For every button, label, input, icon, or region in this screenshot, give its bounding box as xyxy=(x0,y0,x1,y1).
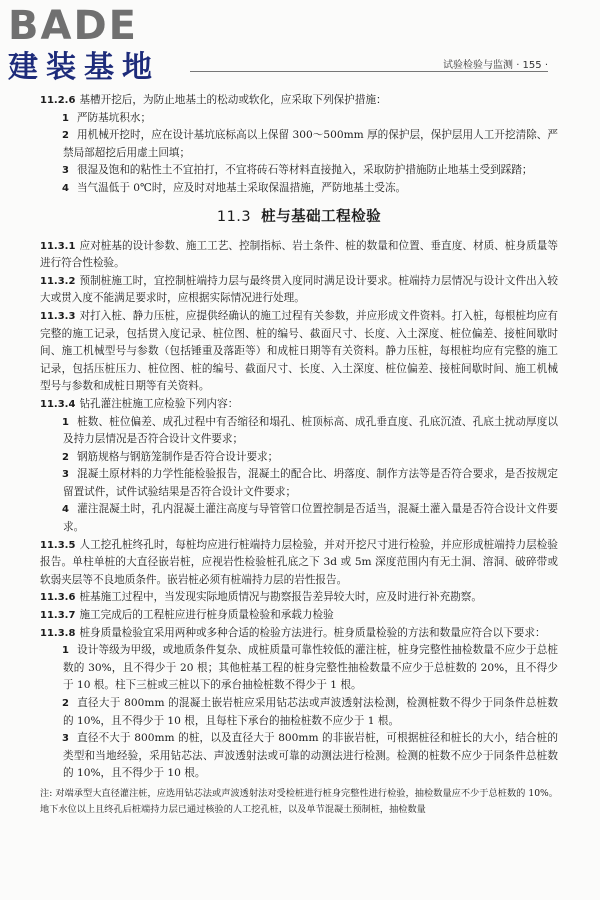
logo-chinese-text: 建装基地 xyxy=(8,50,160,85)
list-item: 3 很湿及饱和的粘性土不宜拍打，不宜将砖石等材料直接抛入，采取防护措施防止地基土受到踩踏； xyxy=(62,164,533,177)
logo-latin-text: BADE xyxy=(8,3,138,49)
clause-11-3-4: 11.3.4 钻孔灌注桩施工应检验下列内容： xyxy=(40,397,239,410)
list-item: 2 钢筋规格与钢筋笼制作是否符合设计要求； xyxy=(62,450,279,463)
list-item: 4 当气温低于 0℃时，应及时对地基土采取保温措施，严防地基土受冻。 xyxy=(62,181,407,194)
clause-11-3-6: 11.3.6 桩基施工过程中，当发现实际地质情况与勘察报告差异较大时，应及时进行补充勘察。 xyxy=(40,591,482,604)
list-item: 2 直径大于 800mm 的混凝土嵌岩桩应采用钻芯法或声波透射法检测，检测桩数不得少于同条件总桩数的 10%，且不得少于 10 根，且每柱下承台的抽检桩数不应少于 1 根。 xyxy=(62,697,558,727)
clause-11-3-8: 11.3.8 桩身质量检验宜采用两种或多种合适的检验方法进行。桩身质量检验的方法和数量应符合以下要求： xyxy=(40,626,546,639)
clause-11-3-3: 11.3.3 对打入桩、静力压桩，应提供经确认的施工过程有关参数，并应形成文件资料。打入桩，每根桩均应有完整的施工记录，包括贯入度记录、桩位图、桩的编号、截面尺寸、长度、入土深度、桩位偏差、接桩间歇时间、施工机械型号与参数（包括锤重及落距等）和成桩日期等有关资料。静力压桩，每根桩均应有完整的施工记录，包括压桩压力、桩位图、桩的编号、截面尺寸、长度、入土深度、桩位偏差、接桩间歇时间、施工机械型号与参数和成桩日期等有关资料。 xyxy=(40,309,558,393)
list-item: 4 灌注混凝土时，孔内混凝土灌注高度与导管管口位置控制是否适当，混凝土灌入量是否符合设计文件要求。 xyxy=(62,503,558,534)
list-item: 3 直径不大于 800mm 的桩，以及直径大于 800mm 的非嵌岩桩，可根据桩径和桩长的大小，结合桩的类型和当地经验，采用钻芯法、声波透射法或可靠的动测法进行检测。检测的桩数不应少于同条件总桩数的 10%，且不得少于 10 根。 xyxy=(62,732,558,780)
clause-11-2-6 xyxy=(40,92,558,110)
running-head xyxy=(190,58,548,72)
footnote xyxy=(40,786,558,818)
section-number: 11.3 xyxy=(216,208,252,225)
brand-logo xyxy=(8,3,178,96)
clause-text: 基槽开挖后，为防止地基土的松动或软化，应采取下列保护措施： xyxy=(79,94,387,106)
clause-11-3-5: 11.3.5 人工挖孔桩终孔时，每桩均应进行桩端持力层检验，并对开挖尺寸进行检验，并应形成桩端持力层检验报告。单柱单桩的大直径嵌岩桩，应视岩性检验桩孔底之下 3d 或 5m 深度范围内有无土洞、溶洞、破碎带或软弱夹层等不良地质条件。嵌岩桩必须有桩端持力层的岩性报告。 xyxy=(40,538,558,586)
note-label: 注: xyxy=(40,787,53,799)
clause-number: 11.2.6 xyxy=(40,95,76,106)
list-item: 2 用机械开挖时，应在设计基坑底标高以上保留 300～500mm 厚的保护层，保护层用人工开挖清除、严禁局部超挖后用虚土回填； xyxy=(62,129,558,159)
clause-11-3-7: 11.3.7 施工完成后的工程桩应进行桩身质量检验和承载力检验 xyxy=(40,609,334,622)
note-text: 对端承型大直径灌注桩，应选用钻芯法或声波透射法对受检桩进行桩身完整性进行检验，抽检数量应不少于总桩数的 10%。地下水位以上且终孔后桩端持力层已通过核验的人工挖孔桩，以及单节混凝土预制桩，抽检数量 xyxy=(40,787,558,815)
section-heading: 桩与基础工程检验 xyxy=(261,208,382,225)
list-item: 1 桩数、桩位偏差、成孔过程中有否缩径和塌孔、桩顶标高、成孔垂直度、孔底沉渣、孔底土扰动厚度以及持力层情况是否符合设计文件要求； xyxy=(62,415,558,446)
clause-11-3-1: 11.3.1 应对桩基的设计参数、施工工艺、控制指标、岩土条件、桩的数量和位置、垂直度、材质、桩身质量等进行符合性检验。 xyxy=(40,239,558,270)
list-item: 1 严防基坑积水； xyxy=(62,111,152,124)
running-head-text: 试验检验与监测 · 155 · xyxy=(443,60,548,71)
section-title xyxy=(40,206,558,228)
clause-11-3-2: 11.3.2 预制桩施工时，宜控制桩端持力层与最终贯入度同时满足设计要求。桩端持力层情况与设计文件出入较大或贯入度不能满足要求时，应根据实际情况进行处理。 xyxy=(40,274,558,305)
page-body xyxy=(40,92,558,818)
list-item: 3 混凝土原材料的力学性能检验报告，混凝土的配合比、坍落度、制作方法等是否符合要求，是否按规定留置试件，试件试验结果是否符合设计文件要求； xyxy=(62,468,558,498)
list-item: 1 设计等级为甲级，或地质条件复杂、成桩质量可靠性较低的灌注桩，桩身完整性抽检数量不应少于总桩数的 30%，且不得少于 20 根；其他桩基工程的桩身完整性抽检数量不应少于总桩数的 20%，且不得少于 10 根。柱下三桩或三桩以下的承台抽检桩数不得少于 1 根。 xyxy=(62,644,558,692)
